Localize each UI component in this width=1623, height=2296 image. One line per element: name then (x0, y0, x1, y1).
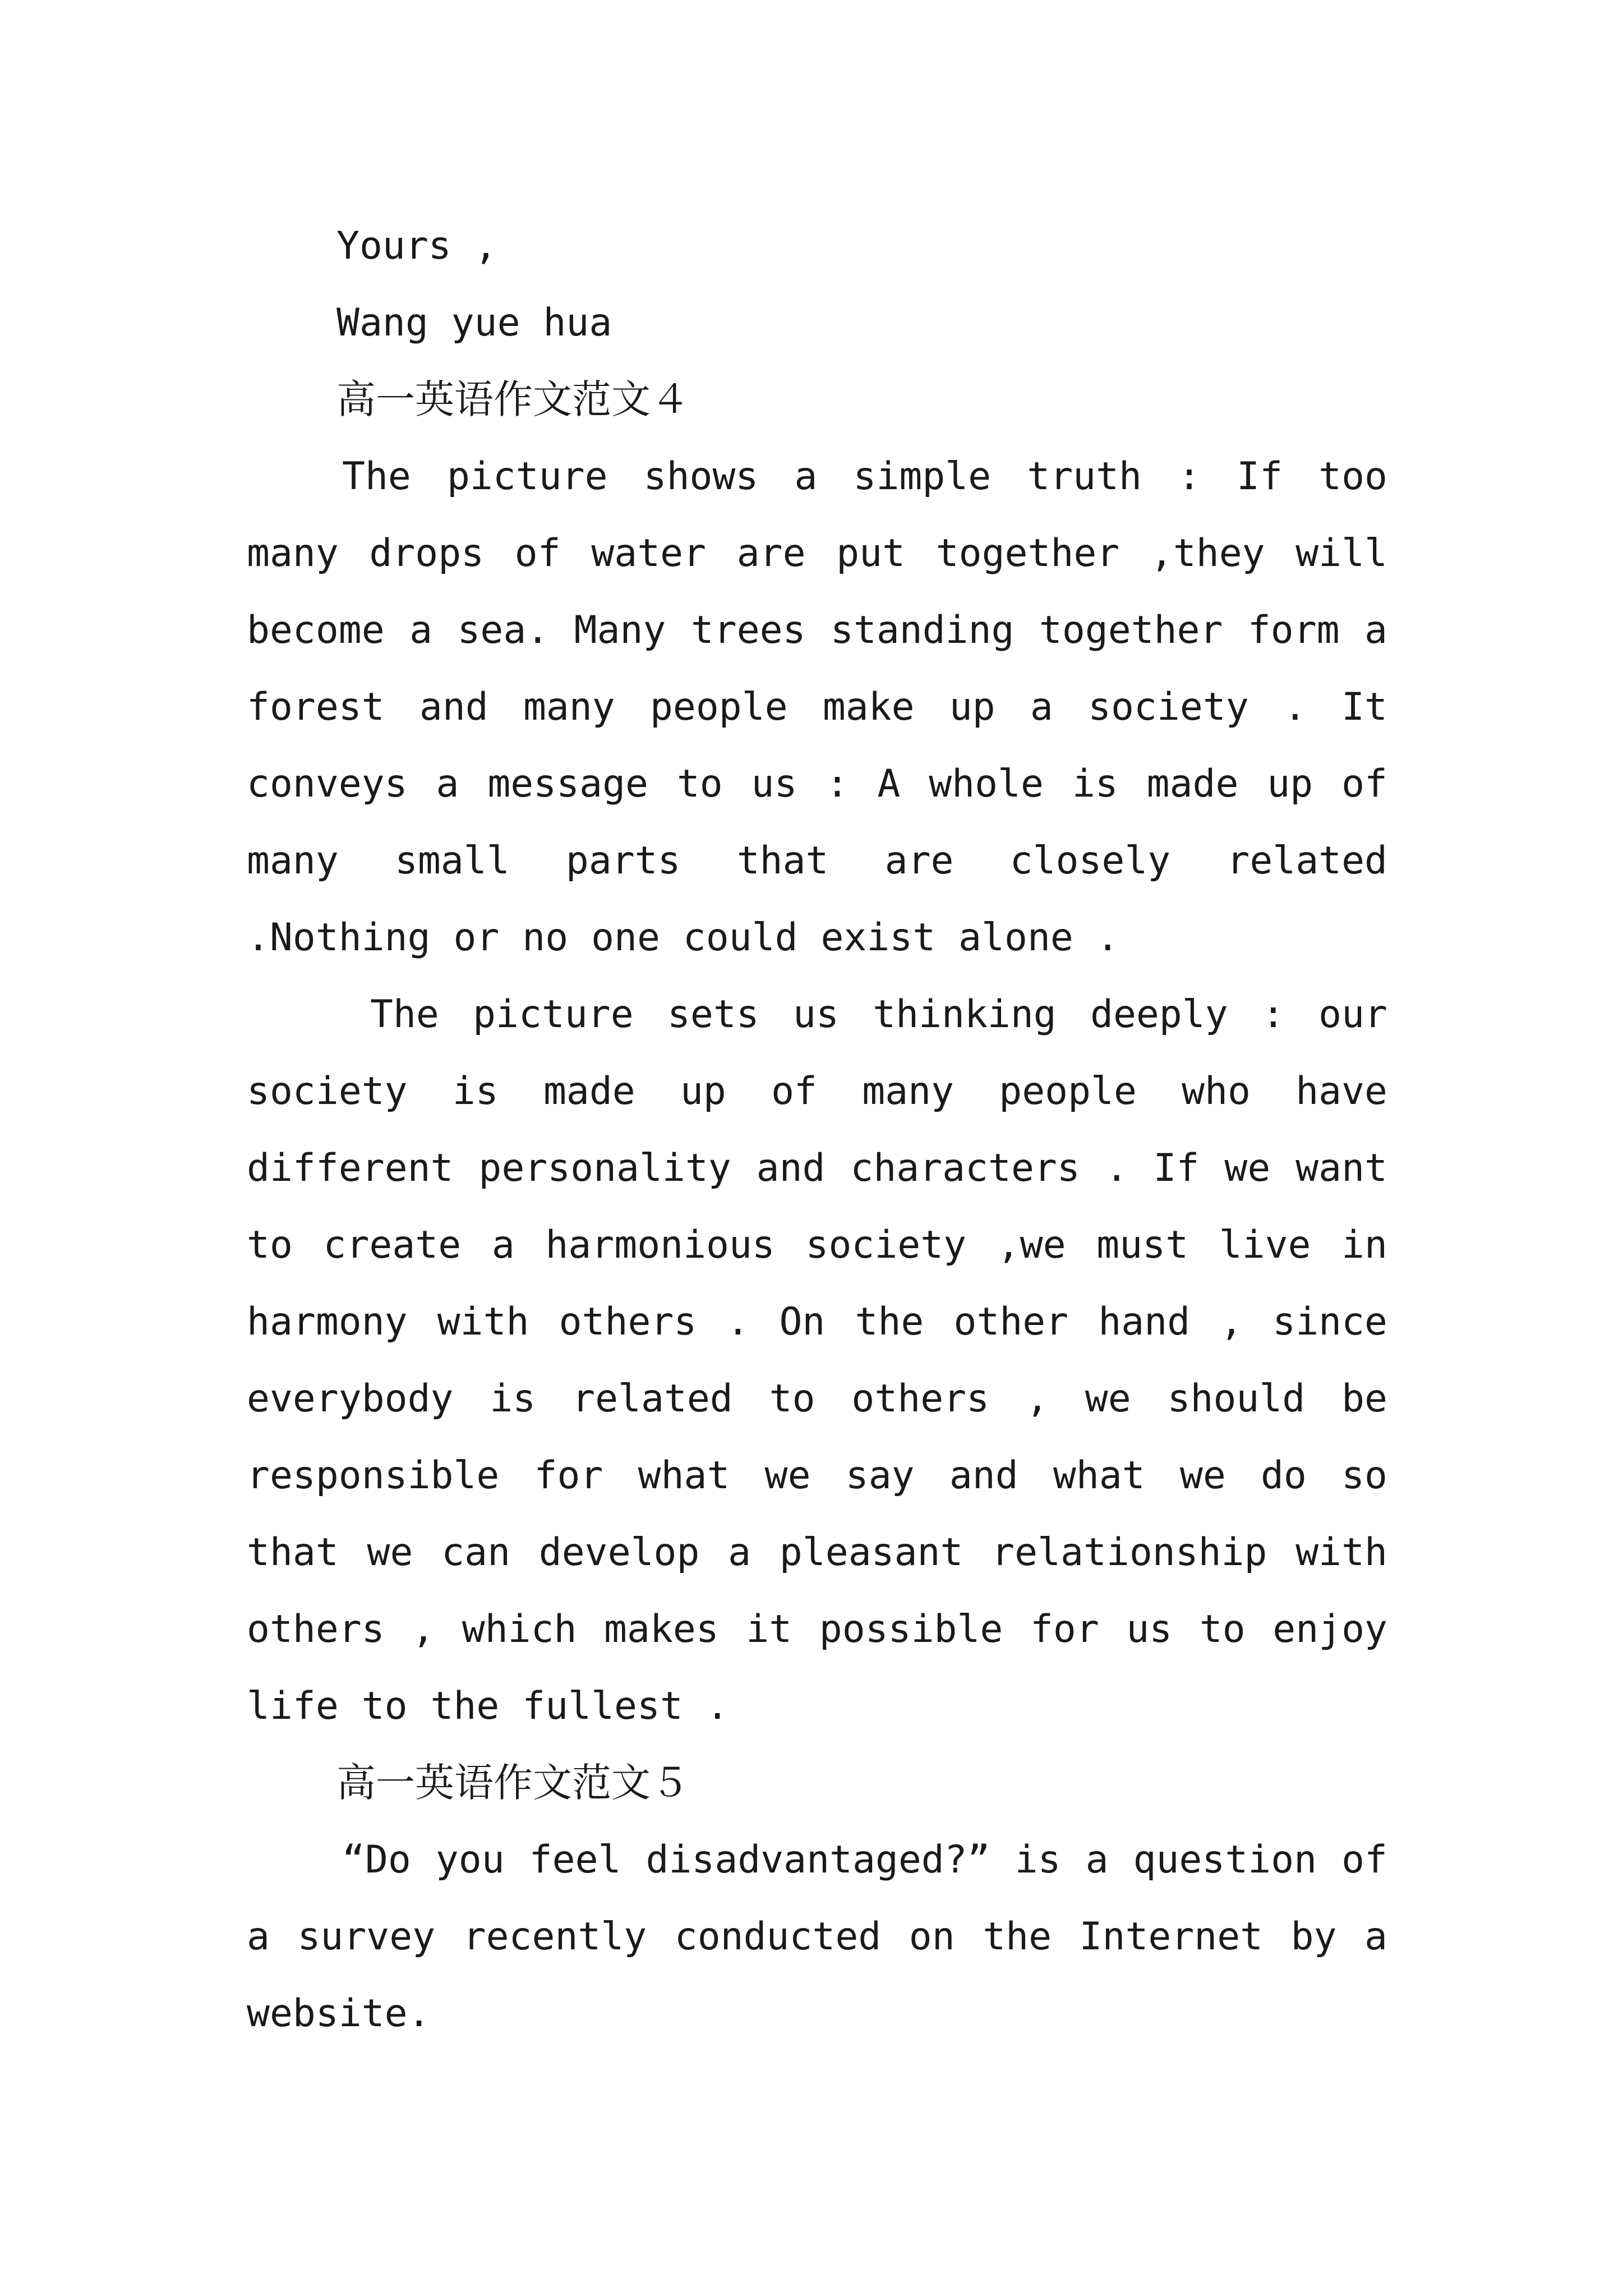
letter-signature: Wang yue hua (336, 301, 612, 345)
essay-4-paragraph-1: The picture shows a simple truth : If too many drops of water are put together ,they will become a sea. Many trees standing together form a forest and many people make up a society . It conveys a message to us : A whole is made up of many small parts that are closely related .Nothing or no one could exist alone . (247, 454, 1387, 960)
essay-4-heading: 高一英语作文范文４ (336, 376, 690, 422)
letter-closing: Yours , (336, 224, 497, 268)
essay-5-paragraph-1: “Do you feel disadvantaged?” is a question of a survey recently conducted on the Internet by a website. (247, 1838, 1387, 2036)
document-body (247, 208, 1387, 2052)
essay-4-paragraph-2: The picture sets us thinking deeply : our society is made up of many people who have different personality and characters . If we want to create a harmonious society ,we must live in harmony with others . On the other hand , since everybody is related to others , we should be responsible for what we say and what we do so that we can develop a pleasant relationship with others , which makes it possible for us to enjoy life to the fullest . (247, 992, 1387, 1728)
essay-5-heading: 高一英语作文范文５ (336, 1760, 690, 1806)
